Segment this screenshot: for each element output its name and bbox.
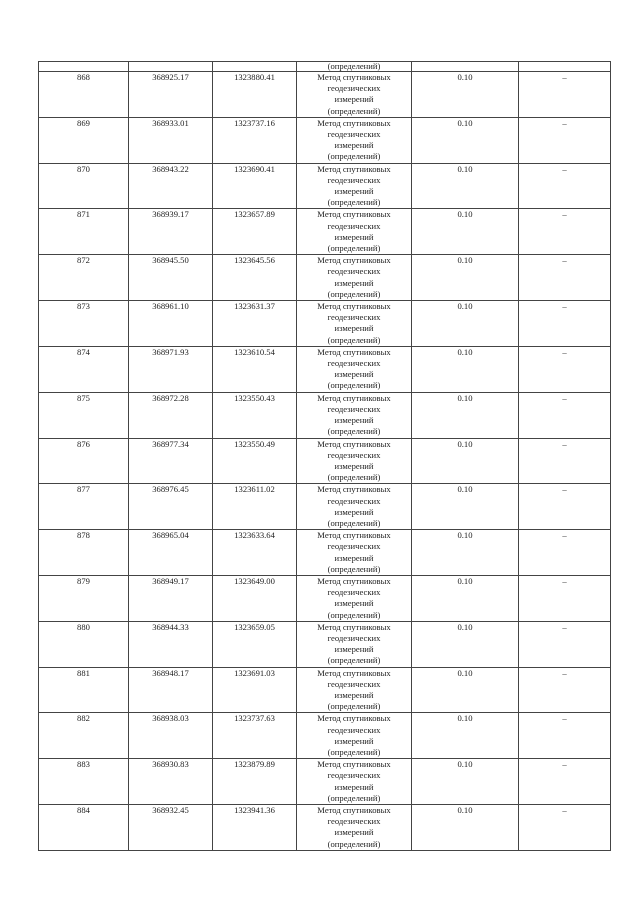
cell-accuracy: 0.10 xyxy=(412,713,519,759)
cell-y: 1323690.41 xyxy=(213,163,297,209)
cell-note: – xyxy=(519,209,611,255)
cell-y xyxy=(213,62,297,72)
cell-note: – xyxy=(519,346,611,392)
table-row xyxy=(39,713,611,759)
cell-num xyxy=(39,62,129,72)
cell-num: 882 xyxy=(39,713,129,759)
table-row xyxy=(39,575,611,621)
cell-num: 874 xyxy=(39,346,129,392)
cell-note: – xyxy=(519,484,611,530)
cell-accuracy: 0.10 xyxy=(412,301,519,347)
cell-x: 368945.50 xyxy=(129,255,213,301)
cell-method xyxy=(297,117,412,163)
table-row xyxy=(39,117,611,163)
method-text: Метод спутниковых геодезических измерений (определений) xyxy=(317,484,391,528)
cell-num: 881 xyxy=(39,667,129,713)
cell-y: 1323645.56 xyxy=(213,255,297,301)
cell-method xyxy=(297,530,412,576)
cell-x: 368939.17 xyxy=(129,209,213,255)
cell-method xyxy=(297,667,412,713)
cell-accuracy: 0.10 xyxy=(412,392,519,438)
cell-y: 1323550.43 xyxy=(213,392,297,438)
cell-num: 873 xyxy=(39,301,129,347)
table-row xyxy=(39,759,611,805)
cell-note: – xyxy=(519,621,611,667)
cell-note: – xyxy=(519,713,611,759)
cell-y: 1323737.16 xyxy=(213,117,297,163)
cell-method xyxy=(297,759,412,805)
method-text: Метод спутниковых геодезических измерений (определений) xyxy=(317,759,391,803)
table-row xyxy=(39,484,611,530)
cell-x: 368972.28 xyxy=(129,392,213,438)
cell-accuracy: 0.10 xyxy=(412,117,519,163)
cell-num: 870 xyxy=(39,163,129,209)
cell-note: – xyxy=(519,759,611,805)
cell-note: – xyxy=(519,392,611,438)
method-text: Метод спутниковых геодезических измерений (определений) xyxy=(317,621,391,666)
table-row xyxy=(39,301,611,347)
cell-accuracy: 0.10 xyxy=(412,438,519,484)
cell-x: 368949.17 xyxy=(129,575,213,621)
cell-num: 872 xyxy=(39,255,129,301)
cell-y: 1323550.49 xyxy=(213,438,297,484)
method-text: Метод спутниковых геодезических измерений (определений) xyxy=(317,209,391,254)
table-row xyxy=(39,805,611,851)
cell-x: 368977.34 xyxy=(129,438,213,484)
cell-accuracy: 0.10 xyxy=(412,621,519,667)
cell-method xyxy=(297,209,412,255)
cell-y: 1323879.89 xyxy=(213,759,297,805)
cell-accuracy: 0.10 xyxy=(412,484,519,530)
cell-method xyxy=(297,621,412,667)
cell-num: 868 xyxy=(39,72,129,118)
cell-num: 880 xyxy=(39,621,129,667)
cell-x: 368925.17 xyxy=(129,72,213,118)
cell-num: 876 xyxy=(39,438,129,484)
cell-method: (определений) xyxy=(297,62,412,72)
table-row xyxy=(39,255,611,301)
cell-num: 877 xyxy=(39,484,129,530)
cell-y: 1323941.36 xyxy=(213,805,297,851)
table-row xyxy=(39,163,611,209)
method-text: Метод спутниковых геодезических измерений (определений) xyxy=(317,438,391,483)
cell-num: 884 xyxy=(39,805,129,851)
cell-y: 1323631.37 xyxy=(213,301,297,347)
cell-note: – xyxy=(519,301,611,347)
cell-y: 1323649.00 xyxy=(213,575,297,621)
cell-x xyxy=(129,62,213,72)
cell-method xyxy=(297,484,412,530)
cell-note: – xyxy=(519,117,611,163)
cell-note: – xyxy=(519,575,611,621)
cell-accuracy: 0.10 xyxy=(412,163,519,209)
cell-y: 1323737.63 xyxy=(213,713,297,759)
cell-method xyxy=(297,575,412,621)
cell-accuracy: 0.10 xyxy=(412,255,519,301)
cell-method xyxy=(297,438,412,484)
cell-accuracy xyxy=(412,62,519,72)
cell-method xyxy=(297,713,412,759)
cell-x: 368944.33 xyxy=(129,621,213,667)
table-body xyxy=(39,62,611,851)
cell-x: 368938.03 xyxy=(129,713,213,759)
cell-method xyxy=(297,72,412,118)
cell-accuracy: 0.10 xyxy=(412,667,519,713)
cell-method xyxy=(297,805,412,851)
cell-y: 1323611.02 xyxy=(213,484,297,530)
cell-num: 871 xyxy=(39,209,129,255)
coordinates-table xyxy=(38,61,611,851)
cell-y: 1323610.54 xyxy=(213,346,297,392)
cell-x: 368948.17 xyxy=(129,667,213,713)
method-text: Метод спутниковых геодезических измерений (определений) xyxy=(317,72,391,116)
cell-note: – xyxy=(519,530,611,576)
cell-x: 368930.83 xyxy=(129,759,213,805)
method-text: Метод спутниковых геодезических измерений (определений) xyxy=(317,805,391,849)
cell-num: 883 xyxy=(39,759,129,805)
cell-method xyxy=(297,255,412,301)
cell-accuracy: 0.10 xyxy=(412,209,519,255)
table-row xyxy=(39,209,611,255)
cell-accuracy: 0.10 xyxy=(412,530,519,576)
method-text: Метод спутниковых геодезических измерений (определений) xyxy=(317,667,391,712)
cell-y: 1323691.03 xyxy=(213,667,297,713)
cell-note: – xyxy=(519,438,611,484)
cell-method xyxy=(297,346,412,392)
table-row xyxy=(39,530,611,576)
method-text: Метод спутниковых геодезических измерений (определений) xyxy=(317,163,391,208)
method-text: Метод спутниковых геодезических измерений (определений) xyxy=(317,392,391,437)
method-text: Метод спутниковых геодезических измерений (определений) xyxy=(317,530,391,574)
cell-x: 368971.93 xyxy=(129,346,213,392)
cell-accuracy: 0.10 xyxy=(412,759,519,805)
table-row xyxy=(39,392,611,438)
cell-method xyxy=(297,163,412,209)
table-row xyxy=(39,346,611,392)
method-text: Метод спутниковых геодезических измерений (определений) xyxy=(317,301,391,345)
cell-y: 1323880.41 xyxy=(213,72,297,118)
cell-method xyxy=(297,392,412,438)
cell-num: 878 xyxy=(39,530,129,576)
method-text: Метод спутниковых геодезических измерений (определений) xyxy=(317,575,391,620)
cell-note: – xyxy=(519,667,611,713)
cell-accuracy: 0.10 xyxy=(412,346,519,392)
cell-note xyxy=(519,62,611,72)
cell-x: 368943.22 xyxy=(129,163,213,209)
cell-x: 368932.45 xyxy=(129,805,213,851)
cell-num: 875 xyxy=(39,392,129,438)
cell-y: 1323659.05 xyxy=(213,621,297,667)
cell-y: 1323633.64 xyxy=(213,530,297,576)
method-text: Метод спутниковых геодезических измерений (определений) xyxy=(317,346,391,391)
cell-accuracy: 0.10 xyxy=(412,72,519,118)
method-text: Метод спутниковых геодезических измерений (определений) xyxy=(317,713,391,757)
cell-note: – xyxy=(519,255,611,301)
cell-x: 368961.10 xyxy=(129,301,213,347)
cell-accuracy: 0.10 xyxy=(412,805,519,851)
cell-num: 879 xyxy=(39,575,129,621)
cell-note: – xyxy=(519,72,611,118)
cell-note: – xyxy=(519,805,611,851)
table-row xyxy=(39,438,611,484)
cell-x: 368965.04 xyxy=(129,530,213,576)
cell-note: – xyxy=(519,163,611,209)
table-row xyxy=(39,667,611,713)
method-text: Метод спутниковых геодезических измерений (определений) xyxy=(317,117,391,162)
table-row xyxy=(39,72,611,118)
cell-x: 368933.01 xyxy=(129,117,213,163)
cell-y: 1323657.89 xyxy=(213,209,297,255)
cell-method xyxy=(297,301,412,347)
cell-x: 368976.45 xyxy=(129,484,213,530)
table-row xyxy=(39,621,611,667)
cell-num: 869 xyxy=(39,117,129,163)
cell-accuracy: 0.10 xyxy=(412,575,519,621)
continuation-row xyxy=(39,62,611,72)
method-text: Метод спутниковых геодезических измерений (определений) xyxy=(317,255,391,299)
